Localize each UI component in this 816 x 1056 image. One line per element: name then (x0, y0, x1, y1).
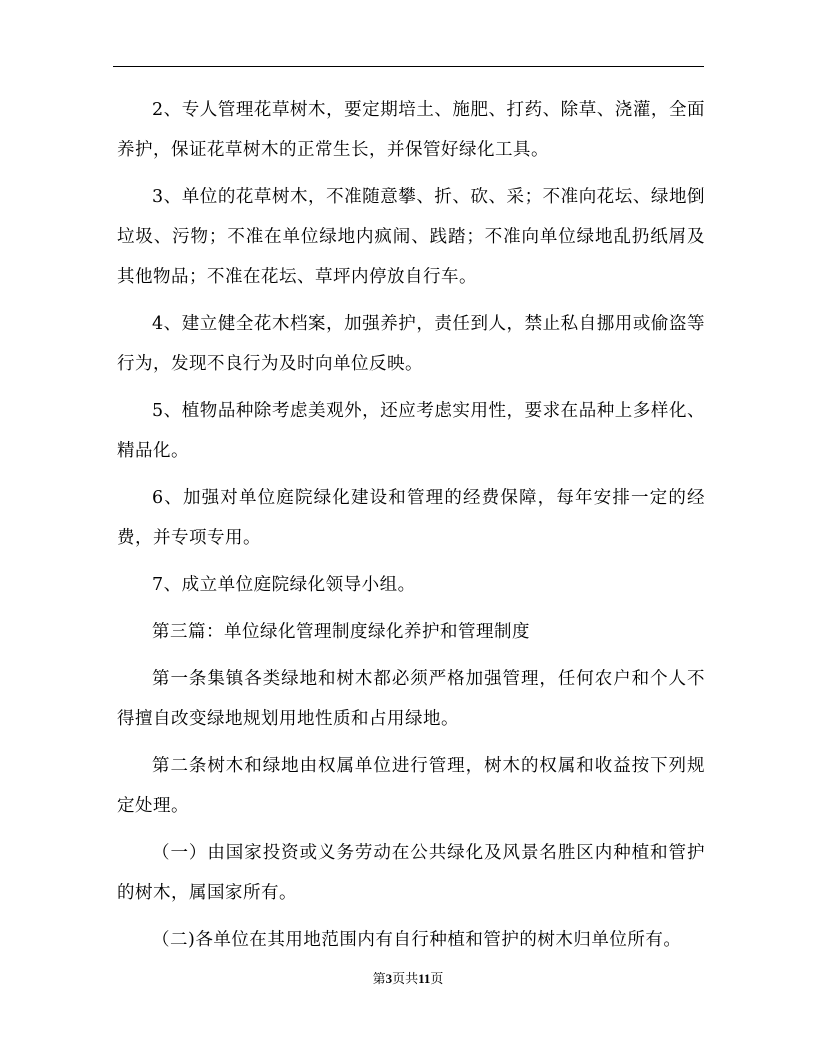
paragraph: 3、单位的花草树木，不准随意攀、折、砍、采；不准向花坛、绿地倒垃圾、污物；不准在单位绿地内疯闹、践踏；不准向单位绿地乱扔纸屑及其他物品；不准在花坛、草坪内停放自行车。 (117, 187, 705, 287)
document-body (117, 90, 705, 967)
footer-suffix: 页 (430, 972, 444, 987)
paragraph: 4、建立健全花木档案，加强养护，责任到人，禁止私自挪用或偷盗等行为，发现不良行为及时向单位反映。 (117, 314, 705, 374)
footer-prefix: 第 (372, 972, 386, 987)
paragraph: （一）由国家投资或义务劳动在公共绿化及风景名胜区内种植和管护的树木，属国家所有。 (117, 843, 705, 903)
paragraph: 7、成立单位庭院绿化领导小组。 (152, 575, 416, 595)
header-divider (113, 66, 704, 67)
current-page-number: 3 (385, 971, 393, 986)
paragraph: 5、植物品种除考虑美观外，还应考虑实用性，要求在品种上多样化、精品化。 (117, 401, 705, 461)
paragraph: 第二条树木和绿地由权属单位进行管理，树木的权属和收益按下列规定处理。 (117, 756, 705, 816)
paragraph: （二)各单位在其用地范围内有自行种植和管护的树木归单位所有。 (152, 930, 682, 950)
page-footer (0, 970, 816, 989)
section-heading: 第三篇：单位绿化管理制度绿化养护和管理制度 (152, 622, 530, 642)
paragraph: 6、加强对单位庭院绿化建设和管理的经费保障，每年安排一定的经费，并专项专用。 (117, 488, 705, 548)
total-pages-number: 11 (418, 971, 431, 986)
footer-middle: 页共 (392, 972, 419, 987)
paragraph: 2、专人管理花草树木，要定期培土、施肥、打药、除草、浇灌，全面养护，保证花草树木的正常生长，并保管好绿化工具。 (117, 100, 705, 160)
paragraph: 第一条集镇各类绿地和树木都必须严格加强管理，任何农户和个人不得擅自改变绿地规划用地性质和占用绿地。 (117, 669, 705, 729)
